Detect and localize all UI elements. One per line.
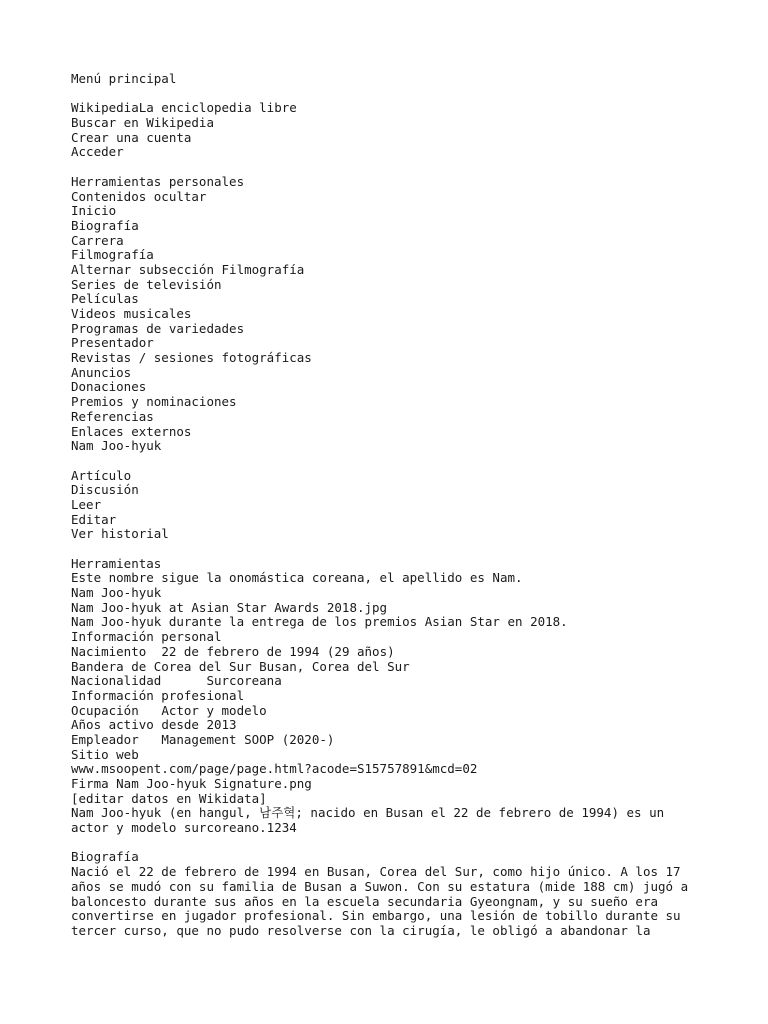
infobox-label: Empleador: [71, 731, 139, 747]
infobox-image-link[interactable]: Nam Joo-hyuk at Asian Star Awards 2018.jpg: [71, 599, 388, 615]
infobox-value: 22 de febrero de 1994 (29 años): [161, 643, 395, 659]
infobox-section-personal: Información personal: [71, 629, 222, 645]
login-link[interactable]: Acceder: [71, 144, 124, 160]
toc-item-peliculas[interactable]: Películas: [71, 291, 139, 307]
spacer: [71, 542, 761, 557]
tab-history[interactable]: Ver historial: [71, 526, 169, 542]
toc-item-carrera[interactable]: Carrera: [71, 232, 124, 248]
toc-item-variedades[interactable]: Programas de variedades: [71, 320, 245, 336]
infobox-row-occupation: [71, 704, 761, 719]
tab-article[interactable]: Artículo: [71, 467, 132, 483]
infobox-label: Ocupación: [71, 702, 139, 718]
search-link[interactable]: Buscar en Wikipedia: [71, 115, 214, 131]
infobox-caption: Nam Joo-hyuk durante la entrega de los premios Asian Star en 2018.: [71, 614, 568, 630]
biography-paragraph-line: convertirse en jugador profesional. Sin embargo, una lesión de tobillo durante su: [71, 908, 681, 924]
section-heading-biografia: Biografía: [71, 849, 139, 865]
infobox-row-nationality: [71, 674, 761, 689]
biography-paragraph-line: Nació el 22 de febrero de 1994 en Busan, Corea del Sur, como hijo único. A los 17: [71, 864, 681, 880]
infobox-value[interactable]: Surcoreana: [206, 673, 282, 689]
toc-item-videos[interactable]: Videos musicales: [71, 306, 192, 321]
infobox-row-active: [71, 718, 761, 733]
infobox-value[interactable]: Actor y modelo: [161, 702, 267, 718]
tools-menu[interactable]: Herramientas: [71, 555, 162, 571]
create-account-link[interactable]: Crear una cuenta: [71, 129, 192, 145]
infobox-label: Años activo: [71, 717, 154, 733]
personal-tools-menu[interactable]: Herramientas personales: [71, 173, 245, 189]
toc-item-inicio[interactable]: Inicio: [71, 203, 117, 219]
biography-paragraph-line: baloncesto durante sus años en la escuela secundaria Gyeongnam, y su sueño era: [71, 893, 658, 909]
lead-paragraph-line: Nam Joo-hyuk (en hangul, 남주혁; nacido en Busan el 22 de febrero de 1994) es un: [71, 805, 665, 821]
toc-toggle-filmografia[interactable]: Alternar subsección Filmografía: [71, 261, 305, 277]
infobox-label: Nacionalidad: [71, 673, 162, 689]
infobox-website-link[interactable]: www.msoopent.com/page/page.html?acode=S15757891&mcd=02: [71, 761, 478, 777]
wikipedia-logo-link[interactable]: WikipediaLa enciclopedia libre: [71, 100, 297, 116]
infobox-row-employer: [71, 733, 761, 748]
tab-discussion[interactable]: Discusión: [71, 482, 139, 498]
edit-wikidata-link[interactable]: [editar datos en Wikidata]: [71, 790, 267, 806]
infobox-title: Nam Joo-hyuk: [71, 585, 162, 601]
infobox-website-label: Sitio web: [71, 746, 139, 762]
spacer: [71, 160, 761, 175]
toc-header[interactable]: Contenidos ocultar: [71, 188, 207, 204]
toc-item-enlaces[interactable]: Enlaces externos: [71, 423, 192, 439]
infobox-signature-link[interactable]: Firma Nam Joo-hyuk Signature.png: [71, 776, 312, 791]
infobox-section-professional: Información profesional: [71, 687, 245, 703]
toc-item-series[interactable]: Series de televisión: [71, 276, 222, 292]
toc-item-referencias[interactable]: Referencias: [71, 408, 154, 424]
lead-paragraph-line: actor y modelo surcoreano.1234: [71, 820, 297, 836]
infobox-birthplace[interactable]: Bandera de Corea del Sur Busan, Corea del Sur: [71, 658, 410, 674]
biography-paragraph-line: tercer curso, que no pudo resolverse con la cirugía, le obligó a abandonar la: [71, 922, 651, 938]
biography-paragraph-line: años se mudó con su familia de Busan a Suwon. Con su estatura (mide 188 cm) jugó a: [71, 878, 689, 894]
toc-item-filmografia[interactable]: Filmografía: [71, 247, 154, 263]
infobox-label: Nacimiento: [71, 643, 147, 659]
toc-item-biografia[interactable]: Biografía: [71, 217, 139, 233]
toc-item-anuncios[interactable]: Anuncios: [71, 364, 132, 380]
document-text: [71, 72, 761, 939]
toc-item-revistas[interactable]: Revistas / sesiones fotográficas: [71, 350, 312, 366]
hatnote: Este nombre sigue la onomástica coreana, el apellido es Nam.: [71, 570, 523, 586]
tab-edit[interactable]: Editar: [71, 511, 117, 527]
toc-item-premios[interactable]: Premios y nominaciones: [71, 394, 237, 410]
spacer: [71, 454, 761, 469]
toc-item-presentador[interactable]: Presentador: [71, 335, 154, 351]
spacer: [71, 87, 761, 102]
main-menu-button[interactable]: Menú principal: [71, 71, 177, 86]
infobox-value: desde 2013: [161, 717, 237, 733]
tab-read[interactable]: Leer: [71, 496, 102, 512]
infobox-row-birth: [71, 645, 761, 660]
spacer: [71, 836, 761, 851]
page-title: Nam Joo-hyuk: [71, 438, 162, 454]
infobox-value[interactable]: Management SOOP (2020-): [161, 731, 335, 747]
toc-item-donaciones[interactable]: Donaciones: [71, 379, 147, 395]
